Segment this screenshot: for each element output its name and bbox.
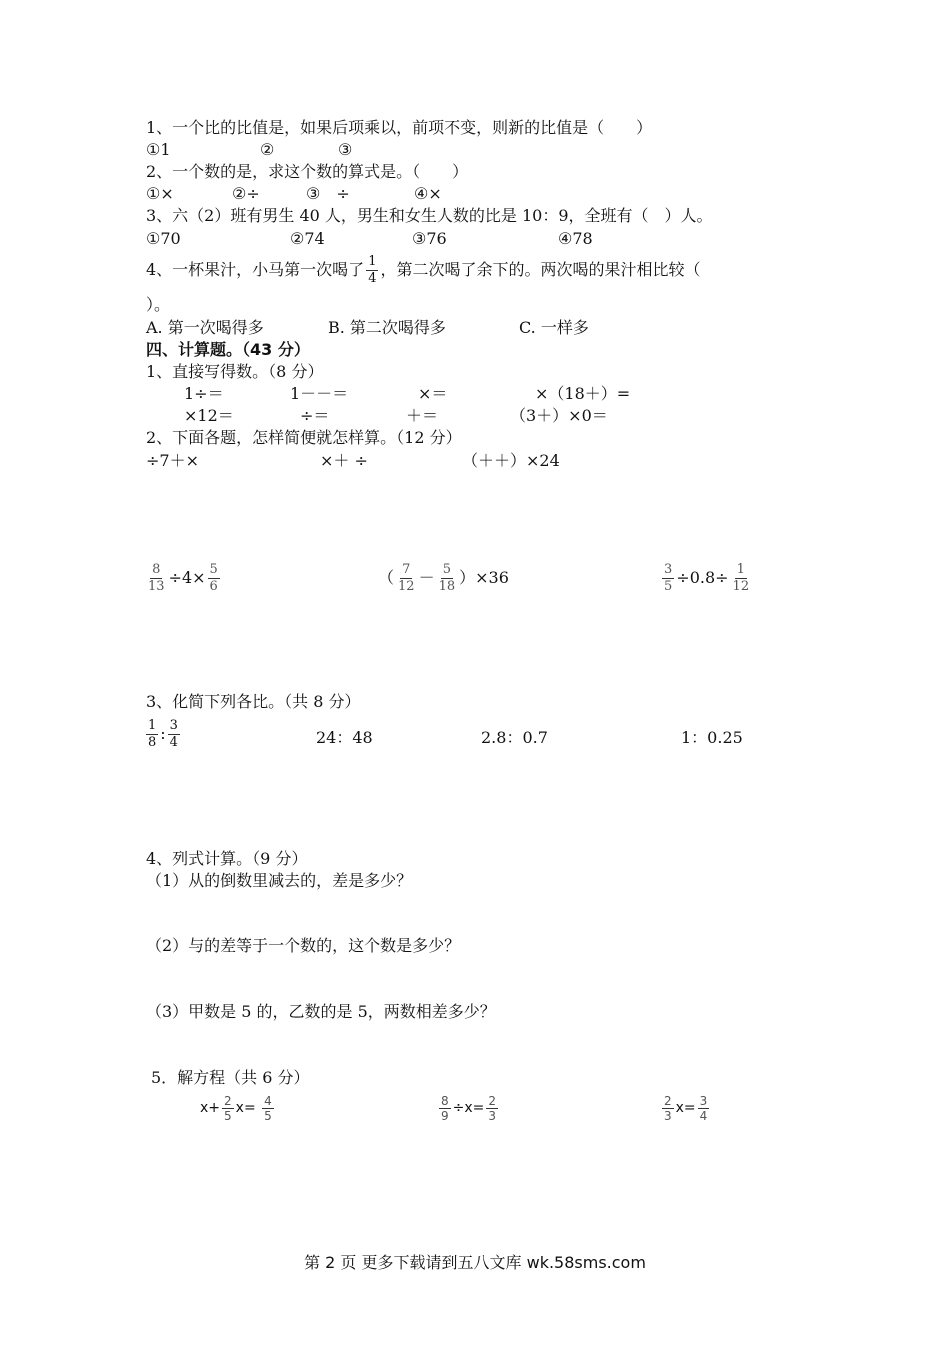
part-2-title: 2、下面各题，怎样简便就怎样算。（12 分） bbox=[146, 428, 462, 447]
expr-open: （ bbox=[378, 568, 395, 587]
q4-fraction-num: 1 bbox=[368, 254, 377, 269]
frac-den: 9 bbox=[441, 1108, 449, 1123]
frac-num: 3 bbox=[664, 562, 673, 577]
q3-option-1: ①70 bbox=[146, 229, 181, 248]
calc-1-3: ×＝ bbox=[418, 384, 448, 403]
eq-mid: x= bbox=[235, 1100, 256, 1116]
frac-den: 5 bbox=[264, 1108, 272, 1123]
frac-den: 13 bbox=[148, 579, 165, 594]
frac-num: 1 bbox=[736, 562, 745, 577]
q4-fraction-den: 4 bbox=[368, 271, 377, 286]
frac-den: 4 bbox=[699, 1108, 708, 1123]
q2-option-1: ①× bbox=[146, 184, 174, 203]
frac-num: 5 bbox=[442, 562, 451, 577]
simplify-1: ÷7＋× bbox=[146, 451, 199, 470]
frac-5-6 bbox=[208, 562, 220, 595]
frac-den: 4 bbox=[169, 735, 178, 750]
section-4-title: 四、计算题。（43 分） bbox=[146, 340, 310, 359]
frac-num: 2 bbox=[664, 1093, 672, 1108]
frac-den: 18 bbox=[438, 579, 456, 594]
equation-2 bbox=[437, 1088, 500, 1128]
word-problem-3: （3）甲数是 5 的，乙数的是 5，两数相差多少？ bbox=[146, 1002, 496, 1021]
frac-4-5 bbox=[262, 1094, 274, 1123]
word-problem-1: （1）从的倒数里减去的，差是多少？ bbox=[146, 871, 413, 890]
frac-2-3 bbox=[662, 1094, 674, 1123]
ratio-2: 24：48 bbox=[316, 728, 373, 747]
frac-num: 7 bbox=[402, 562, 411, 577]
part-4-title: 4、列式计算。（9 分） bbox=[146, 849, 308, 868]
frac-3-4 bbox=[168, 718, 180, 751]
q4-fraction bbox=[366, 254, 378, 287]
q4-option-c: C. 一样多 bbox=[519, 318, 589, 337]
frac-3-4 bbox=[698, 1094, 710, 1123]
eq-mid: x= bbox=[675, 1100, 696, 1116]
frac-2-5 bbox=[222, 1094, 234, 1123]
part-5-title: 5．解方程（共 6 分） bbox=[151, 1068, 310, 1087]
frac-den: 5 bbox=[664, 579, 673, 594]
question-1: 1、一个比的比值是，如果后项乘以，前项不变，则新的比值是（ ） bbox=[146, 118, 653, 137]
q4-text-end: ，第二次喝了余下的。两次喝的果汁相比较（ bbox=[380, 260, 701, 279]
q1-option-3: ③ bbox=[338, 140, 353, 159]
ratio-3: 2.8：0.7 bbox=[481, 728, 548, 747]
question-4 bbox=[146, 252, 700, 288]
page-footer: 第 2 页 更多下载请到五八文库 wk.58sms.com bbox=[304, 1253, 646, 1272]
q2-option-2: ②÷ bbox=[232, 184, 260, 203]
calc-1-2: 1－－＝ bbox=[290, 384, 349, 403]
frac-den: 3 bbox=[488, 1108, 497, 1123]
frac-1-8 bbox=[146, 718, 158, 751]
calc-2-1: ×12＝ bbox=[184, 406, 234, 425]
frac-8-13 bbox=[146, 562, 167, 595]
expr-op: ÷4× bbox=[168, 568, 206, 587]
q4-option-a: A. 第一次喝得多 bbox=[146, 318, 264, 337]
eq-mid: ÷x= bbox=[452, 1100, 485, 1116]
calc-1-4: ×（18＋）= bbox=[535, 384, 631, 403]
q1-option-1: ①1 bbox=[146, 140, 171, 159]
q2-option-3: ③ ÷ bbox=[306, 184, 350, 203]
ratio-1 bbox=[144, 714, 182, 754]
frac-num: 2 bbox=[488, 1093, 497, 1108]
frac-den: 6 bbox=[209, 579, 218, 594]
calc-2-2: ÷＝ bbox=[300, 406, 330, 425]
calc-1-1: 1÷＝ bbox=[184, 384, 224, 403]
simplify-expr-2 bbox=[378, 558, 509, 598]
frac-num: 4 bbox=[264, 1093, 272, 1108]
frac-num: 2 bbox=[224, 1093, 232, 1108]
expr-op: ÷0.8÷ bbox=[676, 568, 729, 587]
frac-den: 12 bbox=[398, 579, 415, 594]
simplify-3: （＋＋）×24 bbox=[462, 451, 560, 470]
ratio-4: 1：0.25 bbox=[681, 728, 743, 747]
question-2: 2、一个数的是，求这个数的算式是。（ ） bbox=[146, 162, 469, 181]
question-3: 3、六（2）班有男生 40 人，男生和女生人数的比是 10：9，全班有（ ）人。 bbox=[146, 206, 713, 225]
q4-option-b: B. 第二次喝得多 bbox=[328, 318, 446, 337]
expr-close: ）×36 bbox=[459, 568, 509, 587]
frac-num: 8 bbox=[152, 562, 161, 577]
frac-num: 3 bbox=[169, 718, 178, 733]
q3-option-2: ②74 bbox=[290, 229, 325, 248]
part-3-title: 3、化简下列各比。（共 8 分） bbox=[146, 692, 361, 711]
q1-option-2: ② bbox=[260, 140, 275, 159]
equation-3 bbox=[660, 1088, 711, 1128]
q2-option-4: ④× bbox=[414, 184, 442, 203]
eq-pre: x+ bbox=[200, 1100, 221, 1116]
simplify-expr-3 bbox=[660, 558, 753, 598]
word-problem-2: （2）与的差等于一个数的，这个数是多少？ bbox=[146, 936, 461, 955]
frac-num: 8 bbox=[441, 1093, 449, 1108]
simplify-expr-1 bbox=[144, 558, 222, 598]
simplify-2: ×＋ ÷ bbox=[320, 451, 368, 470]
frac-den: 3 bbox=[664, 1108, 672, 1123]
frac-7-12 bbox=[396, 562, 417, 595]
frac-num: 3 bbox=[699, 1093, 708, 1108]
q4-closing: ）。 bbox=[146, 295, 171, 314]
calc-2-3: ＋＝ bbox=[406, 406, 439, 425]
equation-1 bbox=[200, 1088, 276, 1128]
frac-5-18 bbox=[437, 562, 458, 595]
part-1-title: 1、直接写得数。（8 分） bbox=[146, 362, 324, 381]
q4-text-start: 4、一杯果汁，小马第一次喝了 bbox=[146, 260, 365, 279]
frac-8-9 bbox=[439, 1094, 451, 1123]
ratio-colon: : bbox=[160, 724, 166, 743]
frac-1-12 bbox=[731, 562, 752, 595]
frac-num: 5 bbox=[209, 562, 218, 577]
q3-option-4: ④78 bbox=[558, 229, 593, 248]
q3-option-3: ③76 bbox=[412, 229, 447, 248]
frac-3-5 bbox=[662, 562, 674, 595]
expr-op: － bbox=[418, 568, 435, 587]
frac-den: 8 bbox=[148, 735, 157, 750]
frac-den: 5 bbox=[224, 1108, 232, 1123]
calc-2-4: （3＋）×0＝ bbox=[510, 406, 608, 425]
frac-2-3 bbox=[486, 1094, 498, 1123]
frac-num: 1 bbox=[148, 718, 157, 733]
frac-den: 12 bbox=[732, 579, 750, 594]
